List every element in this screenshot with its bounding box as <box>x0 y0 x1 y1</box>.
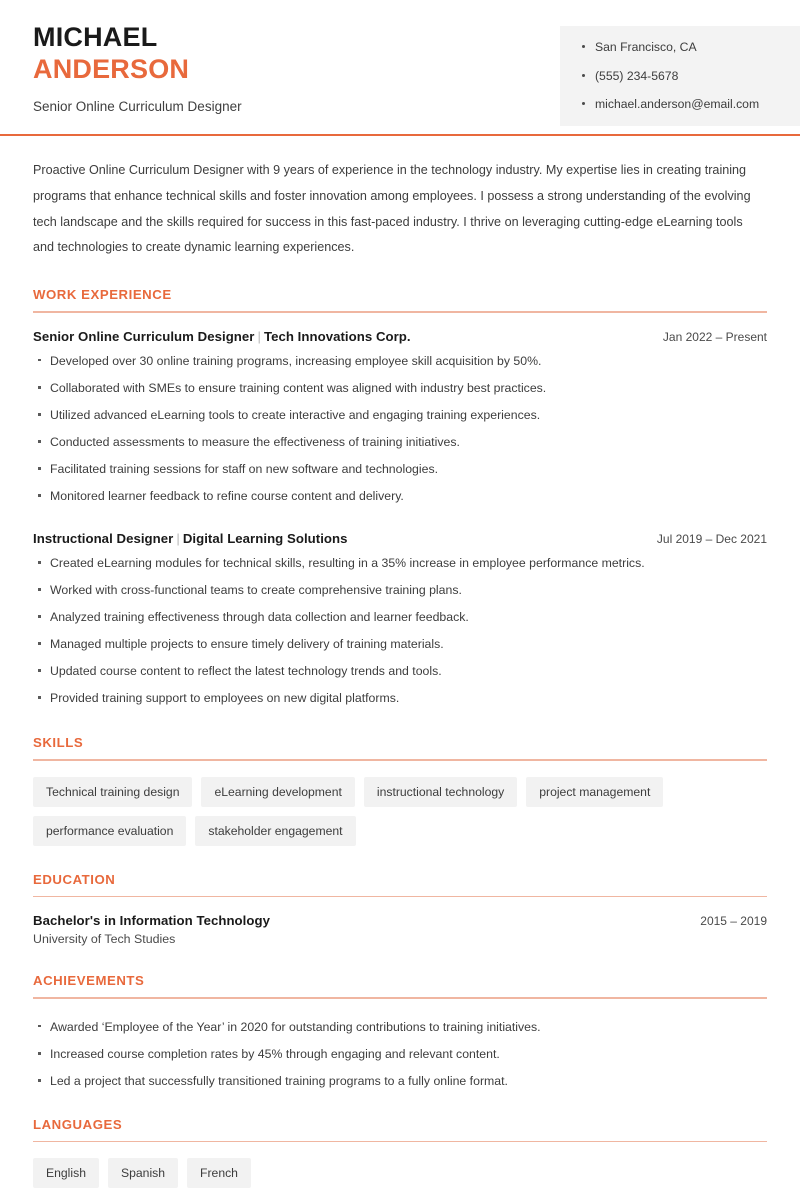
experience-entry <box>33 329 767 505</box>
bullet-item: Conducted assessments to measure the effectiveness of training initiatives. <box>33 434 767 451</box>
bullet-item: Led a project that successfully transitioned training programs to a fully online format. <box>33 1073 767 1090</box>
education-date: 2015 – 2019 <box>700 914 767 929</box>
contact-phone: (555) 234-5678 <box>582 69 774 84</box>
language-tag: French <box>187 1158 251 1188</box>
bullet-item: Worked with cross-functional teams to create comprehensive training plans. <box>33 582 767 599</box>
bullet-item: Monitored learner feedback to refine course content and delivery. <box>33 488 767 505</box>
skill-tag: project management <box>526 777 663 807</box>
title-separator: | <box>176 530 180 546</box>
header-divider <box>0 134 800 136</box>
section-divider <box>33 311 767 313</box>
bullet-item: Developed over 30 online training programs, increasing employee skill acquisition by 50%. <box>33 353 767 370</box>
skill-tag: instructional technology <box>364 777 517 807</box>
contact-email: michael.anderson@email.com <box>582 97 774 112</box>
contact-list <box>582 40 774 112</box>
section-title-skills: SKILLS <box>33 734 84 750</box>
identity-block <box>0 0 242 114</box>
last-name: ANDERSON <box>33 53 190 84</box>
education-degree: Bachelor's in Information Technology <box>33 913 270 929</box>
bullet-item: Increased course completion rates by 45% through engaging and relevant content. <box>33 1046 767 1063</box>
experience-date: Jul 2019 – Dec 2021 <box>656 531 767 546</box>
professional-summary: Proactive Online Curriculum Designer with 9 years of experience in the technology industry. My expertise lies in creating training programs that enhance technical skills and foster innovation among employees. I possess a strong understanding of the evolving tech landscape and the skills required for success in this fast-paced industry. I thrive on leveraging cutting-edge eLearning tools and technologies to create dynamic learning experiences. <box>33 163 751 255</box>
section-title-achievements: ACHIEVEMENTS <box>33 973 145 989</box>
experience-bullets <box>33 555 767 707</box>
bullet-item: Utilized advanced eLearning tools to create interactive and engaging training experiences. <box>33 407 767 424</box>
bullet-item: Updated course content to reflect the latest technology trends and tools. <box>33 663 767 680</box>
education-school: University of Tech Studies <box>33 932 176 947</box>
section-divider <box>33 896 767 898</box>
bullet-item: Provided training support to employees on new digital platforms. <box>33 690 767 707</box>
bullet-item: Analyzed training effectiveness through data collection and learner feedback. <box>33 609 767 626</box>
experience-bullets <box>33 353 767 505</box>
section-title-languages: LANGUAGES <box>33 1116 123 1132</box>
experience-heading <box>33 531 348 546</box>
headline-job-title: Senior Online Curriculum Designer <box>33 98 242 114</box>
experience-company: Tech Innovations Corp. <box>263 328 411 344</box>
first-name: MICHAEL <box>33 22 158 52</box>
section-languages <box>33 1117 767 1188</box>
bullet-item: Facilitated training sessions for staff on new software and technologies. <box>33 461 767 478</box>
section-achievements <box>33 973 767 1089</box>
language-tag: Spanish <box>108 1158 178 1188</box>
skills-list <box>33 777 767 846</box>
skill-tag: eLearning development <box>201 777 354 807</box>
section-skills <box>33 735 767 846</box>
section-work-experience <box>33 287 767 707</box>
section-divider <box>33 1141 767 1143</box>
resume-header <box>0 0 800 134</box>
contact-location: San Francisco, CA <box>582 40 774 55</box>
experience-role: Instructional Designer <box>33 530 174 546</box>
bullet-item: Managed multiple projects to ensure timely delivery of training materials. <box>33 636 767 653</box>
section-divider <box>33 759 767 761</box>
bullet-item: Awarded ‘Employee of the Year’ in 2020 for outstanding contributions to training initiatives. <box>33 1019 767 1036</box>
skill-tag: performance evaluation <box>33 816 186 846</box>
languages-list <box>33 1158 767 1188</box>
skill-tag: Technical training design <box>33 777 192 807</box>
section-education <box>33 872 767 947</box>
language-tag: English <box>33 1158 99 1188</box>
contact-block <box>560 26 800 126</box>
experience-company: Digital Learning Solutions <box>182 530 348 546</box>
achievements-list <box>33 1019 767 1090</box>
experience-entry <box>33 531 767 707</box>
bullet-item: Created eLearning modules for technical skills, resulting in a 35% increase in employee performance metrics. <box>33 555 767 572</box>
section-title-work-experience: WORK EXPERIENCE <box>33 287 172 303</box>
section-title-education: EDUCATION <box>33 871 116 887</box>
experience-date: Jan 2022 – Present <box>662 329 767 344</box>
skill-tag: stakeholder engagement <box>195 816 355 846</box>
experience-role: Senior Online Curriculum Designer <box>33 328 255 344</box>
bullet-item: Collaborated with SMEs to ensure training content was aligned with industry best practices. <box>33 380 767 397</box>
section-divider <box>33 997 767 999</box>
experience-heading <box>33 329 411 344</box>
title-separator: | <box>257 328 261 344</box>
education-entry <box>33 913 767 946</box>
